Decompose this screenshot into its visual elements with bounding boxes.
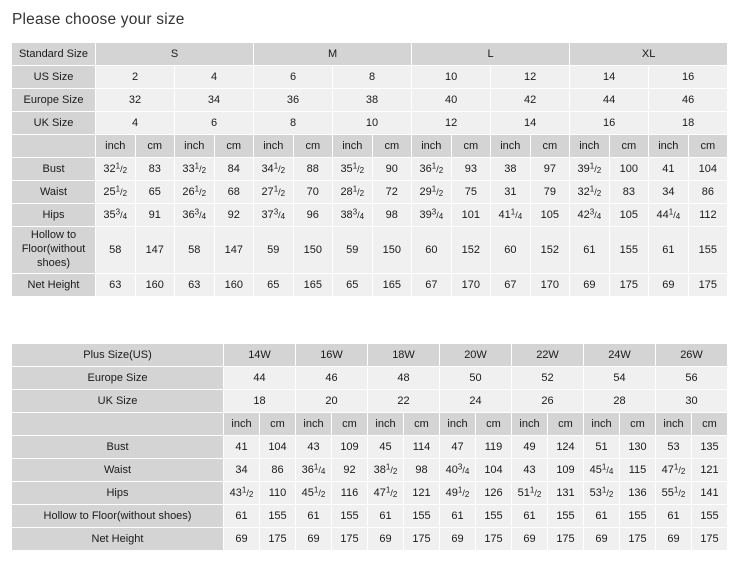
measure-value: $39^1/_2$ <box>570 158 610 181</box>
size-value: 56 <box>656 367 728 390</box>
table-row <box>12 181 728 204</box>
row-label: Hollow to Floor(without shoes) <box>12 505 224 528</box>
measure-value: 175 <box>620 528 656 551</box>
measure-value: $32^1/_2$ <box>570 181 610 204</box>
size-value: 52 <box>512 367 584 390</box>
measure-value: 114 <box>404 436 440 459</box>
measure-value: $25^1/_2$ <box>96 181 136 204</box>
measure-value: 175 <box>548 528 584 551</box>
measure-value: 116 <box>332 482 368 505</box>
unit-header: cm <box>548 413 584 436</box>
unit-header: inch <box>368 413 404 436</box>
size-value: 18 <box>224 390 296 413</box>
table-row <box>12 413 728 436</box>
measure-value: 155 <box>688 227 728 274</box>
size-group-24w: 24W <box>584 344 656 367</box>
measure-value: 61 <box>512 505 548 528</box>
size-value: 30 <box>656 390 728 413</box>
measure-value: 69 <box>584 528 620 551</box>
measure-value: 112 <box>688 204 728 227</box>
measure-value: $43^1/_2$ <box>224 482 260 505</box>
measure-value: $44^1/_4$ <box>649 204 689 227</box>
measure-value: $34^1/_2$ <box>254 158 294 181</box>
size-value: 12 <box>491 66 570 89</box>
unit-header: inch <box>96 135 136 158</box>
measure-value: 109 <box>548 459 584 482</box>
table-row <box>12 66 728 89</box>
measure-value: 65 <box>333 274 373 297</box>
measure-value: 88 <box>293 158 333 181</box>
measure-value: 31 <box>491 181 531 204</box>
measure-value: 96 <box>293 204 333 227</box>
unit-header: cm <box>260 413 296 436</box>
measure-value: $35^1/_2$ <box>333 158 373 181</box>
measure-value: $28^1/_2$ <box>333 181 373 204</box>
row-label: Hollow to Floor(without shoes) <box>12 227 96 274</box>
table-row <box>12 390 728 413</box>
unit-header: cm <box>688 135 728 158</box>
measure-value: 41 <box>649 158 689 181</box>
measure-value: 43 <box>512 459 548 482</box>
measure-value: 155 <box>548 505 584 528</box>
measure-value: $33^1/_2$ <box>175 158 215 181</box>
unit-header: cm <box>609 135 649 158</box>
unit-header: cm <box>476 413 512 436</box>
measure-value: $39^3/_4$ <box>412 204 452 227</box>
measure-value: $42^3/_4$ <box>570 204 610 227</box>
measure-value: $41^1/_4$ <box>491 204 531 227</box>
measure-value: 45 <box>368 436 404 459</box>
measure-value: 126 <box>476 482 512 505</box>
measure-value: 175 <box>692 528 728 551</box>
measure-value: 155 <box>404 505 440 528</box>
size-group-l: L <box>412 43 570 66</box>
measure-value: 98 <box>372 204 412 227</box>
plus-size-body <box>12 344 728 551</box>
unit-header: inch <box>224 413 260 436</box>
size-group-26w: 26W <box>656 344 728 367</box>
table-row <box>12 505 728 528</box>
unit-header: cm <box>293 135 333 158</box>
measure-value: 69 <box>368 528 404 551</box>
measure-value: 51 <box>584 436 620 459</box>
measure-value: 43 <box>296 436 332 459</box>
unit-header: cm <box>332 413 368 436</box>
measure-value: 59 <box>254 227 294 274</box>
measure-value: 104 <box>260 436 296 459</box>
measure-value: 84 <box>214 158 254 181</box>
size-value: 14 <box>491 112 570 135</box>
measure-value: 61 <box>368 505 404 528</box>
measure-value: 53 <box>656 436 692 459</box>
size-value: 6 <box>254 66 333 89</box>
measure-value: 165 <box>372 274 412 297</box>
size-group-22w: 22W <box>512 344 584 367</box>
measure-value: 150 <box>293 227 333 274</box>
measure-value: 152 <box>530 227 570 274</box>
measure-value: 86 <box>688 181 728 204</box>
measure-value: 175 <box>609 274 649 297</box>
measure-value: 104 <box>688 158 728 181</box>
measure-value: 131 <box>548 482 584 505</box>
measure-value: $36^3/_4$ <box>175 204 215 227</box>
measure-value: 69 <box>440 528 476 551</box>
measure-value: 110 <box>260 482 296 505</box>
measure-value: 60 <box>412 227 452 274</box>
measure-value: 130 <box>620 436 656 459</box>
measure-value: 67 <box>491 274 531 297</box>
unit-header: cm <box>135 135 175 158</box>
measure-value: 155 <box>609 227 649 274</box>
table-row <box>12 367 728 390</box>
measure-value: 155 <box>620 505 656 528</box>
size-value: 44 <box>224 367 296 390</box>
measure-value: 100 <box>609 158 649 181</box>
measure-value: $36^1/_4$ <box>296 459 332 482</box>
measure-value: 67 <box>412 274 452 297</box>
measure-value: 83 <box>609 181 649 204</box>
table-row <box>12 158 728 181</box>
size-value: 18 <box>649 112 728 135</box>
measure-value: 170 <box>451 274 491 297</box>
row-label: Europe Size <box>12 89 96 112</box>
measure-value: $55^1/_2$ <box>656 482 692 505</box>
size-group-m: M <box>254 43 412 66</box>
measure-value: $45^1/_4$ <box>584 459 620 482</box>
size-value: 4 <box>96 112 175 135</box>
measure-value: $36^1/_2$ <box>412 158 452 181</box>
measure-value: 92 <box>332 459 368 482</box>
row-label: UK Size <box>12 390 224 413</box>
row-label: Net Height <box>12 528 224 551</box>
measure-value: $27^1/_2$ <box>254 181 294 204</box>
measure-value: 141 <box>692 482 728 505</box>
measure-value: 119 <box>476 436 512 459</box>
measure-value: 34 <box>224 459 260 482</box>
size-value: 10 <box>333 112 412 135</box>
unit-header: cm <box>451 135 491 158</box>
row-label: Bust <box>12 158 96 181</box>
size-value: 42 <box>491 89 570 112</box>
measure-value: 69 <box>570 274 610 297</box>
measure-value: 65 <box>135 181 175 204</box>
measure-value: 124 <box>548 436 584 459</box>
size-value: 44 <box>570 89 649 112</box>
size-value: 16 <box>570 112 649 135</box>
measure-value: $53^1/_2$ <box>584 482 620 505</box>
unit-header: inch <box>584 413 620 436</box>
measure-value: $26^1/_2$ <box>175 181 215 204</box>
measure-value: 109 <box>332 436 368 459</box>
measure-value: $51^1/_2$ <box>512 482 548 505</box>
unit-header: cm <box>692 413 728 436</box>
measure-value: 69 <box>512 528 548 551</box>
table-row <box>12 135 728 158</box>
measure-value: $47^1/_2$ <box>368 482 404 505</box>
table-row <box>12 112 728 135</box>
size-value: 6 <box>175 112 254 135</box>
unit-header: cm <box>620 413 656 436</box>
measure-value: 97 <box>530 158 570 181</box>
table-row <box>12 459 728 482</box>
size-group-14w: 14W <box>224 344 296 367</box>
measure-value: $37^3/_4$ <box>254 204 294 227</box>
measure-value: $47^1/_2$ <box>656 459 692 482</box>
measure-value: 38 <box>491 158 531 181</box>
unit-header: inch <box>175 135 215 158</box>
size-value: 32 <box>96 89 175 112</box>
size-value: 36 <box>254 89 333 112</box>
measure-value: 69 <box>224 528 260 551</box>
size-group-20w: 20W <box>440 344 512 367</box>
size-group-16w: 16W <box>296 344 368 367</box>
table-row <box>12 89 728 112</box>
size-chart-header-label: Plus Size(US) <box>12 344 224 367</box>
measure-value: 105 <box>609 204 649 227</box>
measure-value: 147 <box>214 227 254 274</box>
size-group-s: S <box>96 43 254 66</box>
measure-value: $35^3/_4$ <box>96 204 136 227</box>
size-value: 2 <box>96 66 175 89</box>
measure-value: 165 <box>293 274 333 297</box>
row-label: UK Size <box>12 112 96 135</box>
size-value: 40 <box>412 89 491 112</box>
measure-value: 155 <box>476 505 512 528</box>
size-value: 54 <box>584 367 656 390</box>
measure-value: 115 <box>620 459 656 482</box>
table-row <box>12 482 728 505</box>
measure-value: 175 <box>404 528 440 551</box>
measure-value: 105 <box>530 204 570 227</box>
size-value: 8 <box>254 112 333 135</box>
unit-header: cm <box>372 135 412 158</box>
unit-header: inch <box>440 413 476 436</box>
measure-value: 121 <box>692 459 728 482</box>
size-value: 4 <box>175 66 254 89</box>
measure-value: 98 <box>404 459 440 482</box>
size-value: 38 <box>333 89 412 112</box>
measure-value: 58 <box>175 227 215 274</box>
measure-value: 49 <box>512 436 548 459</box>
unit-row-label <box>12 135 96 158</box>
measure-value: 121 <box>404 482 440 505</box>
measure-value: 47 <box>440 436 476 459</box>
measure-value: 93 <box>451 158 491 181</box>
measure-value: 155 <box>332 505 368 528</box>
measure-value: 175 <box>476 528 512 551</box>
measure-value: 155 <box>692 505 728 528</box>
measure-value: 61 <box>656 505 692 528</box>
size-value: 20 <box>296 390 368 413</box>
row-label: Net Height <box>12 274 96 297</box>
table-row <box>12 274 728 297</box>
measure-value: 90 <box>372 158 412 181</box>
measure-value: 152 <box>451 227 491 274</box>
unit-header: inch <box>412 135 452 158</box>
table-row <box>12 528 728 551</box>
measure-value: 160 <box>135 274 175 297</box>
table-row <box>12 344 728 367</box>
unit-header: inch <box>333 135 373 158</box>
size-value: 46 <box>296 367 368 390</box>
unit-header: inch <box>491 135 531 158</box>
measure-value: 61 <box>296 505 332 528</box>
size-value: 8 <box>333 66 412 89</box>
measure-value: 135 <box>692 436 728 459</box>
size-group-18w: 18W <box>368 344 440 367</box>
unit-header: cm <box>404 413 440 436</box>
size-value: 28 <box>584 390 656 413</box>
measure-value: 79 <box>530 181 570 204</box>
measure-value: 160 <box>214 274 254 297</box>
measure-value: 101 <box>451 204 491 227</box>
size-value: 48 <box>368 367 440 390</box>
measure-value: 175 <box>332 528 368 551</box>
unit-header: cm <box>214 135 254 158</box>
measure-value: 68 <box>214 181 254 204</box>
unit-header: inch <box>296 413 332 436</box>
unit-header: inch <box>649 135 689 158</box>
measure-value: 34 <box>649 181 689 204</box>
measure-value: 61 <box>584 505 620 528</box>
standard-size-body <box>12 43 728 297</box>
measure-value: 175 <box>260 528 296 551</box>
row-label: Hips <box>12 482 224 505</box>
measure-value: 61 <box>649 227 689 274</box>
measure-value: 155 <box>260 505 296 528</box>
measure-value: 63 <box>96 274 136 297</box>
measure-value: $49^1/_2$ <box>440 482 476 505</box>
measure-value: 65 <box>254 274 294 297</box>
table-row <box>12 227 728 274</box>
unit-header: inch <box>656 413 692 436</box>
measure-value: 150 <box>372 227 412 274</box>
measure-value: 61 <box>440 505 476 528</box>
measure-value: 75 <box>451 181 491 204</box>
size-value: 34 <box>175 89 254 112</box>
size-chart-header-label: Standard Size <box>12 43 96 66</box>
row-label: Waist <box>12 181 96 204</box>
row-label: US Size <box>12 66 96 89</box>
unit-header: inch <box>254 135 294 158</box>
size-value: 50 <box>440 367 512 390</box>
table-row <box>12 43 728 66</box>
unit-header: inch <box>512 413 548 436</box>
table-row <box>12 204 728 227</box>
size-value: 26 <box>512 390 584 413</box>
measure-value: $29^1/_2$ <box>412 181 452 204</box>
table-row <box>12 436 728 459</box>
row-label: Europe Size <box>12 367 224 390</box>
size-value: 16 <box>649 66 728 89</box>
row-label: Bust <box>12 436 224 459</box>
measure-value: $38^3/_4$ <box>333 204 373 227</box>
plus-size-chart <box>11 343 728 551</box>
measure-value: 63 <box>175 274 215 297</box>
measure-value: 147 <box>135 227 175 274</box>
size-value: 12 <box>412 112 491 135</box>
measure-value: 58 <box>96 227 136 274</box>
measure-value: $32^1/_2$ <box>96 158 136 181</box>
measure-value: 60 <box>491 227 531 274</box>
row-label: Hips <box>12 204 96 227</box>
size-value: 22 <box>368 390 440 413</box>
unit-row-label <box>12 413 224 436</box>
measure-value: 86 <box>260 459 296 482</box>
measure-value: 70 <box>293 181 333 204</box>
measure-value: 41 <box>224 436 260 459</box>
size-value: 46 <box>649 89 728 112</box>
measure-value: 92 <box>214 204 254 227</box>
measure-value: 69 <box>649 274 689 297</box>
size-value: 24 <box>440 390 512 413</box>
measure-value: $45^1/_2$ <box>296 482 332 505</box>
unit-header: inch <box>570 135 610 158</box>
measure-value: 136 <box>620 482 656 505</box>
measure-value: 69 <box>296 528 332 551</box>
measure-value: $38^1/_2$ <box>368 459 404 482</box>
measure-value: 72 <box>372 181 412 204</box>
standard-size-chart <box>11 42 728 297</box>
measure-value: 91 <box>135 204 175 227</box>
measure-value: 104 <box>476 459 512 482</box>
measure-value: 83 <box>135 158 175 181</box>
measure-value: $40^3/_4$ <box>440 459 476 482</box>
page-title: Please choose your size <box>12 11 185 28</box>
row-label: Waist <box>12 459 224 482</box>
size-value: 14 <box>570 66 649 89</box>
measure-value: 175 <box>688 274 728 297</box>
measure-value: 69 <box>656 528 692 551</box>
measure-value: 170 <box>530 274 570 297</box>
size-value: 10 <box>412 66 491 89</box>
measure-value: 61 <box>224 505 260 528</box>
measure-value: 61 <box>570 227 610 274</box>
unit-header: cm <box>530 135 570 158</box>
size-group-xl: XL <box>570 43 728 66</box>
measure-value: 59 <box>333 227 373 274</box>
